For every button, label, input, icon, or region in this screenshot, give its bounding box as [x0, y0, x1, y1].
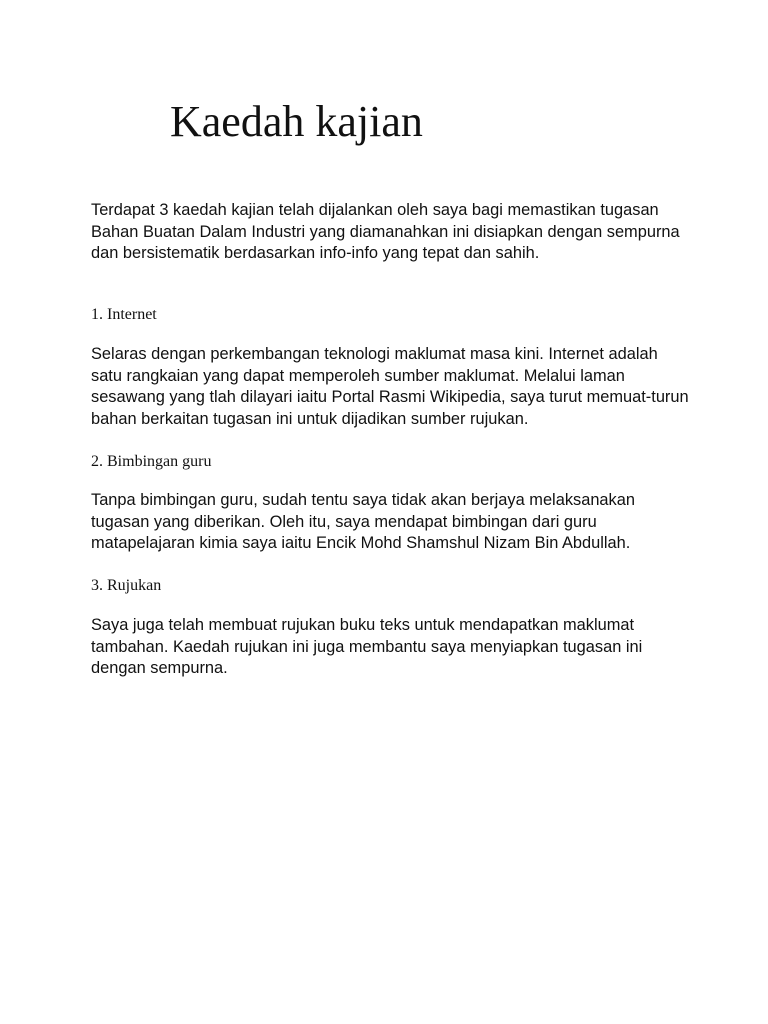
section-body-internet: Selaras dengan perkembangan teknologi maklumat masa kini. Internet adalah satu rangkaian yang dapat memperoleh sumber maklumat. Melalui laman sesawang yang tlah dilayari iaitu Portal Rasmi Wikipedia, saya turut memuat-turun bahan berkaitan tugasan ini untuk dijadikan sumber rujukan.	[91, 345, 689, 428]
intro-paragraph: Terdapat 3 kaedah kajian telah dijalankan oleh saya bagi memastikan tugasan Bahan Buatan Dalam Industri yang diamanahkan ini disiapkan dengan sempurna dan bersistematik berdasarkan info-info yang tepat dan sahih.	[91, 201, 680, 263]
page-title: Kaedah kajian	[170, 97, 423, 146]
section-heading-bimbingan-guru: 2. Bimbingan guru	[91, 453, 212, 470]
section-heading-internet: 1. Internet	[91, 306, 157, 323]
section-body-rujukan: Saya juga telah membuat rujukan buku teks untuk mendapatkan maklumat tambahan. Kaedah rujukan ini juga membantu saya menyiapkan tugasan ini dengan sempurna.	[91, 616, 643, 678]
section-heading-rujukan: 3. Rujukan	[91, 577, 162, 594]
section-body-bimbingan-guru: Tanpa bimbingan guru, sudah tentu saya tidak akan berjaya melaksanakan tugasan yang diberikan. Oleh itu, saya mendapat bimbingan dari guru matapelajaran kimia saya iaitu Encik Mohd Shamshul Nizam Bin Abdullah.	[91, 491, 635, 553]
